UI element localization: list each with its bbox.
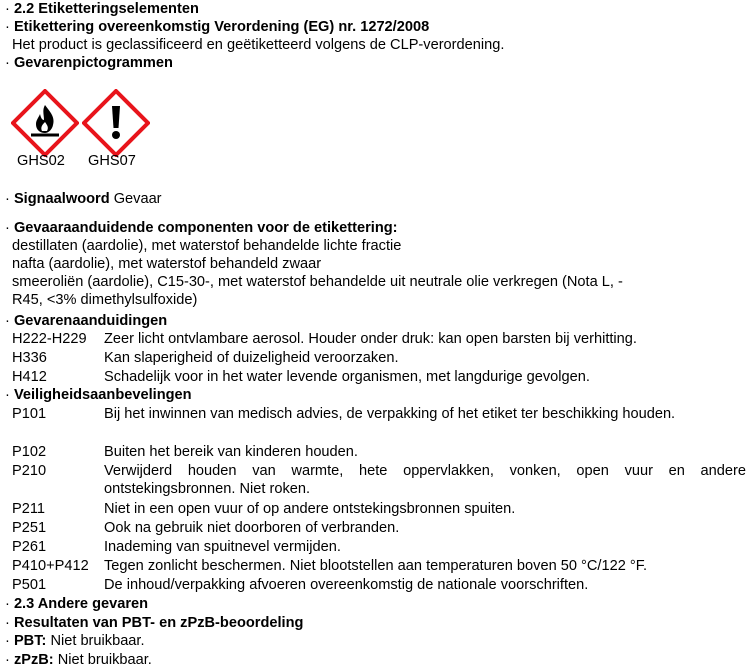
hazard-text: Zeer licht ontvlambare aerosol. Houder onder druk: kan open barsten bij verhitting. bbox=[104, 331, 637, 347]
pictograms-heading: · Gevarenpictogrammen bbox=[5, 55, 173, 71]
section-2-2-title: · 2.2 Etiketteringselementen bbox=[5, 1, 199, 17]
component-item: nafta (aardolie), met waterstof behandeld zwaar bbox=[12, 256, 322, 272]
precaution-text: Ook na gebruik niet doorboren of verbranden. bbox=[104, 520, 400, 536]
component-item: destillaten (aardolie), met waterstof behandelde lichte fractie bbox=[12, 238, 402, 254]
pbt-result: · PBT: Niet bruikbaar. bbox=[5, 633, 145, 649]
precaution-code: P101 bbox=[12, 406, 47, 422]
precaution-code: P261 bbox=[12, 539, 47, 555]
precaution-text: Tegen zonlicht beschermen. Niet blootstellen aan temperaturen boven 50 °C/122 °F. bbox=[104, 558, 648, 574]
hazard-text: Schadelijk voor in het water levende organismen, met langdurige gevolgen. bbox=[104, 369, 590, 385]
precaution-code: P102 bbox=[12, 444, 47, 460]
precaution-code: P251 bbox=[12, 520, 47, 536]
label-heading: · Etikettering overeenkomstig Verordening (EG) nr. 1272/2008 bbox=[5, 19, 430, 35]
hazard-text: Kan slaperigheid of duizeligheid veroorzaken. bbox=[104, 350, 399, 366]
precaution-heading: · Veiligheidsaanbevelingen bbox=[5, 387, 192, 403]
precaution-code: P211 bbox=[12, 501, 45, 517]
signal-word: · Signaalwoord Gevaar bbox=[5, 191, 162, 207]
precaution-text: De inhoud/verpakking afvoeren overeenkomstig de nationale voorschriften. bbox=[104, 577, 589, 593]
hazard-code: H412 bbox=[12, 369, 47, 385]
component-item: smeeroliën (aardolie), C15-30-, met waterstof behandelde uit neutrale olie verkregen (Nota L, - bbox=[12, 274, 623, 290]
component-item: R45, <3% dimethylsulfoxide) bbox=[12, 292, 198, 308]
label-text: Het product is geclassificeerd en geëtiketteerd volgens de CLP-verordening. bbox=[12, 37, 505, 53]
hazard-code: H222-H229 bbox=[12, 331, 87, 347]
exclamation-icon bbox=[82, 89, 150, 157]
precaution-text: Buiten het bereik van kinderen houden. bbox=[104, 444, 358, 460]
hazard-heading: · Gevarenaanduidingen bbox=[5, 313, 168, 329]
zpzb-result: · zPzB: Niet bruikbaar. bbox=[5, 652, 152, 668]
precaution-text: Niet in een open vuur of op andere ontstekingsbronnen spuiten. bbox=[104, 501, 516, 517]
precaution-code: P410+P412 bbox=[12, 558, 89, 574]
precaution-code: P501 bbox=[12, 577, 47, 593]
components-heading: · Gevaaraanduidende componenten voor de etikettering: bbox=[5, 220, 398, 236]
precaution-text: Verwijderd houden van warmte, hete oppervlakken, vonken, open vuur en andere ontstekingsbronnen. Niet roken. bbox=[104, 463, 746, 497]
hazard-code: H336 bbox=[12, 350, 47, 366]
pictogram-ghs07-label: GHS07 bbox=[88, 153, 136, 169]
precaution-text: Inademing van spuitnevel vermijden. bbox=[104, 539, 341, 555]
precaution-text: Bij het inwinnen van medisch advies, de verpakking of het etiket ter beschikking houden. bbox=[104, 406, 676, 422]
pictogram-ghs02-label: GHS02 bbox=[17, 153, 65, 169]
precaution-code: P210 bbox=[12, 463, 47, 479]
pbt-heading: · Resultaten van PBT- en zPzB-beoordeling bbox=[5, 615, 304, 631]
section-2-3-title: · 2.3 Andere gevaren bbox=[5, 596, 149, 612]
flame-icon bbox=[11, 89, 79, 157]
